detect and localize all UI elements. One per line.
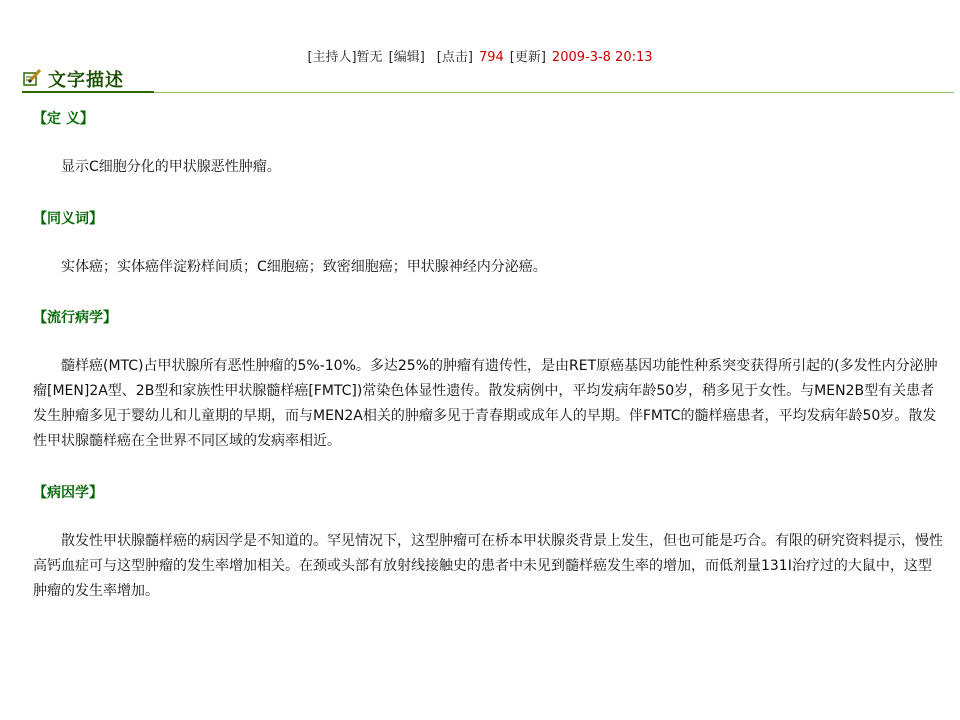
click-count: 794 — [478, 50, 504, 65]
page-title: 文字描述 — [48, 70, 124, 91]
section-header — [22, 64, 954, 92]
updated-label: [更新] — [509, 50, 546, 65]
heading-synonyms: 【同义词】 — [33, 211, 103, 227]
article-meta-bar — [0, 46, 960, 65]
edit-note-icon — [22, 68, 42, 88]
host-name: 暂无 — [356, 50, 383, 65]
etiology-text: 散发性甲状腺髓样癌的病因学是不知道的。罕见情况下，这型肿瘤可在桥本甲状腺炎背景上发生，但也可能是巧合。有限的研究资料提示，慢性高钙血症可与这型肿瘤的发生率增加相关。在颈或头部有放射线接触史的患者中未见到髓样癌发生率的增加，而低剂量131I治疗过的大鼠中，这型肿瘤的发生率增加。 — [33, 533, 943, 599]
epidemiology-text: 髓样癌(MTC)占甲状腺所有恶性肿瘤的5%-10%。多达25%的肿瘤有遗传性，是由RET原癌基因功能性种系突变获得所引起的(多发性内分泌肿瘤[MEN]2A型、2B型和家族性甲状腺髓样癌[FMTC])常染色体显性遗传。散发病例中，平均发病年龄50岁，稍多见于女性。与MEN2B型有关患者发生肿瘤多见于婴幼儿和儿童期的早期，而与MEN2A相关的肿瘤多见于青春期或成年人的早期。伴FMTC的髓样癌患者，平均发病年龄50岁。散发性甲状腺髓样癌在全世界不同区域的发病率相近。 — [33, 358, 938, 449]
edit-link[interactable]: [编辑] — [388, 50, 425, 65]
clicks-label: [点击] — [436, 50, 473, 65]
header-divider-light — [154, 92, 954, 93]
heading-definition: 【定 义】 — [33, 111, 94, 127]
header-divider — [22, 91, 154, 93]
synonyms-text: 实体癌；实体癌伴淀粉样间质；C细胞癌；致密细胞癌；甲状腺神经内分泌癌。 — [61, 259, 547, 275]
host-label: [主持人] — [307, 50, 357, 65]
heading-etiology: 【病因学】 — [33, 485, 103, 501]
heading-epidemiology: 【流行病学】 — [33, 310, 117, 326]
definition-text: 显示C细胞分化的甲状腺恶性肿瘤。 — [61, 159, 281, 175]
updated-date: 2009-3-8 20:13 — [551, 50, 653, 65]
